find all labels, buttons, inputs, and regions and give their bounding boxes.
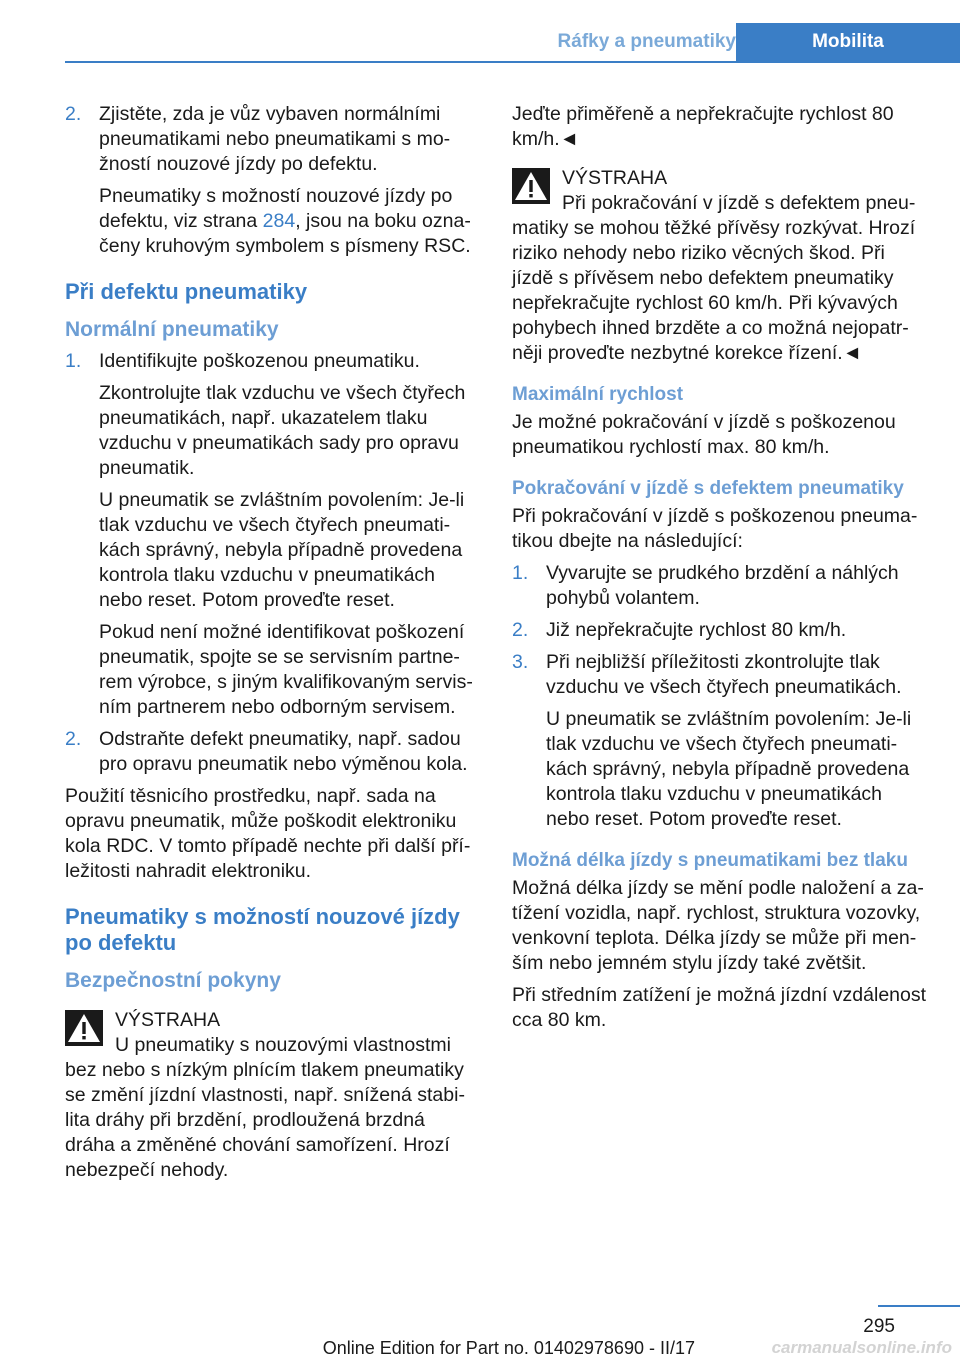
page-reference-link[interactable]: 284 <box>262 210 296 232</box>
warning-title: VÝSTRAHA <box>562 167 668 189</box>
subsection-heading-safety: Bezpečnostní pokyny <box>65 969 281 992</box>
page-header <box>65 23 960 63</box>
list-item <box>65 349 477 374</box>
page-number: 295 <box>863 1316 895 1337</box>
warning-triangle-icon <box>65 1010 103 1046</box>
list-number: 2. <box>65 728 82 750</box>
warning-title: VÝSTRAHA <box>115 1009 221 1031</box>
left-column <box>65 102 477 1191</box>
list-item <box>512 650 930 700</box>
subsection-heading-normal: Normální pneumatiky <box>65 318 279 341</box>
list-subparagraph: Zkontrolujte tlak vzduchu ve všech čtyřech pneumatikách, např. ukazatelem tlaku vzduchu v pneumatikách sady pro opravu pneumatik. <box>99 382 466 479</box>
list-subparagraph: U pneumatik se zvláštním povolením: Je-li tlak vzduchu ve všech čtyřech pneumatikách správný, nebyla případně provedena kontrola tlaku vzduchu v pneumatikách nebo reset. Potom proveďte reset. <box>99 489 465 611</box>
subheading-continue-driving: Pokračování v jízdě s defektem pneumatiky <box>512 478 904 499</box>
list-text: Při nejbližší příležitosti zkontrolujte tlak vzduchu ve všech čtyřech pneumatikách. <box>546 651 902 698</box>
warning-triangle-icon <box>512 168 550 204</box>
list-item <box>512 561 930 611</box>
right-column <box>512 102 930 1040</box>
list-subparagraph: U pneumatik se zvláštním povolením: Je-li tlak vzduchu ve všech čtyřech pneumatikách správný, nebyla případně provedena kontrola tlaku vzduchu v pneumatikách nebo reset. Potom proveďte reset. <box>546 708 912 830</box>
paragraph-continue-driving: Při pokračování v jízdě s poškozenou pneumatikou dbejte na následující: <box>512 505 918 552</box>
list-number: 1. <box>512 562 529 584</box>
list-text: Vyvarujte se prudkého brzdění a náhlých pohybů volantem. <box>546 562 899 609</box>
subparagraph-text: Pneumatiky s možností nouzové jízdy po defektu, viz strana <box>99 185 453 232</box>
list-item <box>65 727 477 777</box>
watermark: carmanualsonline.info <box>771 1338 952 1357</box>
list-number: 1. <box>65 350 82 372</box>
list-subparagraph <box>65 184 477 259</box>
section-heading-rsc: Pneumatiky s možností nouzové jízdy po defektu <box>65 904 460 955</box>
warning-block <box>65 1008 477 1183</box>
list-number: 3. <box>512 651 529 673</box>
paragraph-speed-limit: Jeďte přiměřeně a nepřekračujte rychlost 80 km/h.◄ <box>512 103 894 150</box>
warning-text: U pneumatiky s nouzovými vlastnostmi bez nebo s nízkým plnícím tlakem pneumatiky se změní jízdní vlastnosti, např. snížená stabilita dráhy při brzdění, prodloužená brzdná dráha a změněné chování samořízení. Hrozí nebezpečí nehody. <box>65 1034 465 1181</box>
warning-text: Při pokračování v jízdě s defektem pneumatiky se mohou těžké přívěsy rozkývat. Hrozí riziko nehody nebo riziko věcných škod. Při jízdě s přívěsem nebo defektem pneumatiky nepřekračujte rychlost 60 km/h. Při kývavých pohybech ihned brzděte a co možná nejopatrněji proveďte nezbytné korekce řízení.◄ <box>512 192 916 364</box>
edition-info: Online Edition for Part no. 01402978690 - II/17 <box>322 1338 695 1358</box>
footer-rule <box>878 1305 960 1307</box>
paragraph-range: Možná délka jízdy se mění podle naložení a zatížení vozidla, např. rychlost, struktura vozovky, venkovní teplota. Délka jízdy se může při menším nebo jemném stylu jízdy také zvětšit. <box>512 877 924 974</box>
list-text: Odstraňte defekt pneumatiky, např. sadou pro opravu pneumatik nebo výměnou kola. <box>99 728 468 775</box>
subheading-range: Možná délka jízdy s pneumatikami bez tlaku <box>512 850 908 871</box>
list-subparagraph: Pokud není možné identifikovat poškození pneumatik, spojte se se servisním partnerem výrobce, s jiným kvalifikovaným servisním partnerem nebo odborným servisem. <box>99 621 473 718</box>
paragraph-max-speed: Je možné pokračování v jízdě s poškozenou pneumatikou rychlostí max. 80 km/h. <box>512 411 896 458</box>
header-chapter-tab[interactable]: Mobilita <box>736 23 960 61</box>
list-text: Již nepřekračujte rychlost 80 km/h. <box>546 619 847 641</box>
paragraph-range-distance: Při středním zatížení je možná jízdní vzdálenost cca 80 km. <box>512 984 927 1031</box>
list-number: 2. <box>512 619 529 641</box>
list-item <box>512 618 930 643</box>
list-text: Identifikujte poškozenou pneumatiku. <box>99 350 420 372</box>
subheading-max-speed: Maximální rychlost <box>512 384 684 405</box>
paragraph-sealant: Použití těsnicího prostředku, např. sada na opravu pneumatik, může poškodit elektroniku kola RDC. V tomto případě nechte při další příležitosti nahradit elektroniku. <box>65 785 471 882</box>
header-section-tab[interactable]: Ráfky a pneumatiky <box>557 31 736 52</box>
list-text: Zjistěte, zda je vůz vybaven normálními pneumatikami nebo pneumatikami s možností nouzové jízdy po defektu. <box>99 103 451 175</box>
subparagraph-text: , jsou na boku označeny kruhovým symbolem s písmeny RSC. <box>99 210 471 257</box>
list-number: 2. <box>65 103 82 125</box>
list-item <box>65 102 477 177</box>
section-heading-defect: Při defektu pneumatiky <box>65 279 308 304</box>
warning-block <box>512 166 930 366</box>
